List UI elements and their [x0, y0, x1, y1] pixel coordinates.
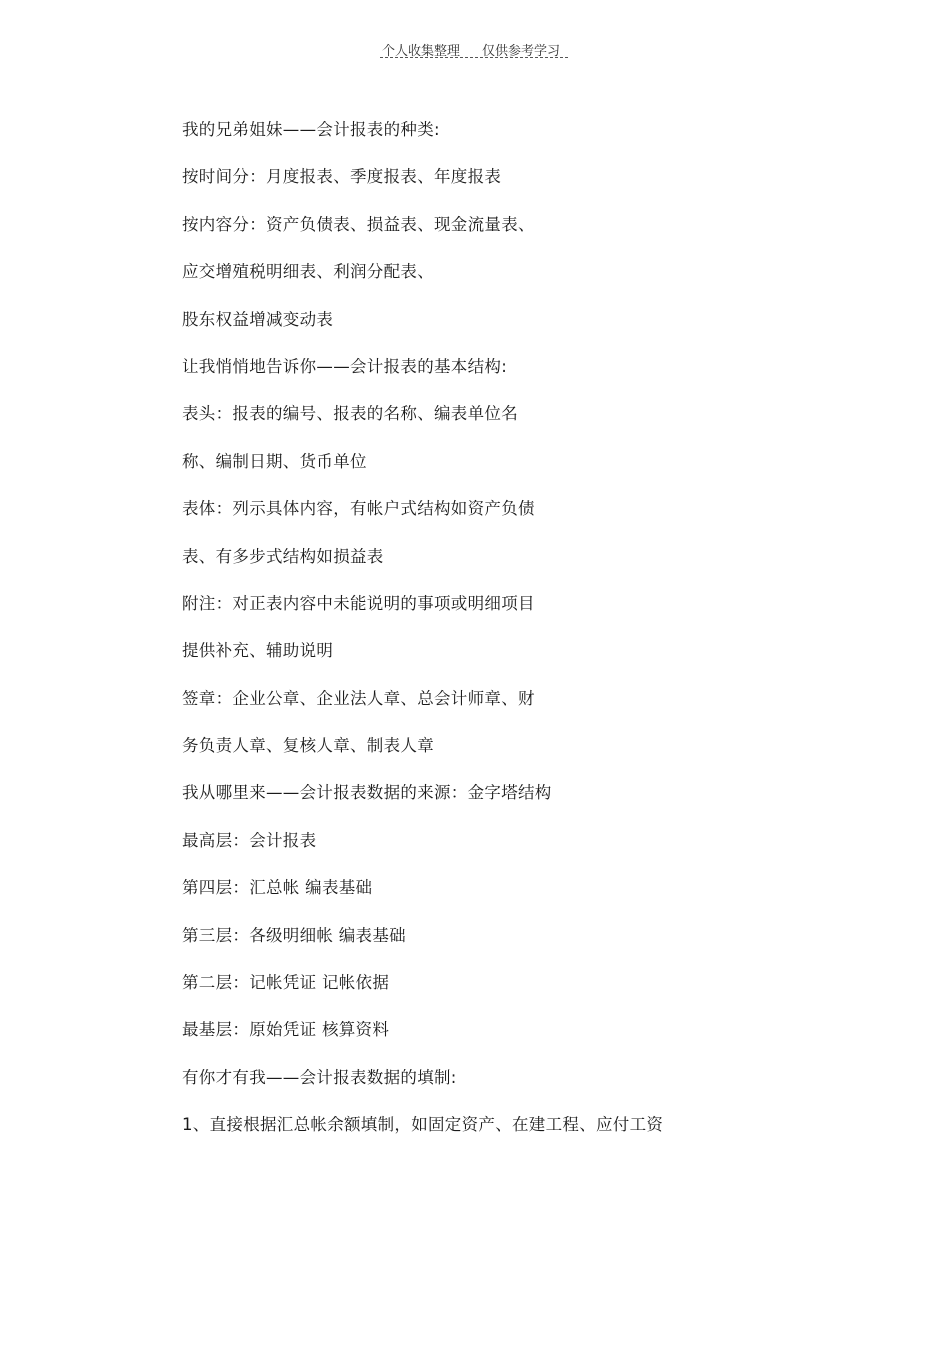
section-heading-structure: 让我悄悄地告诉你——会计报表的基本结构: — [182, 356, 508, 376]
text-line: 表、有多步式结构如损益表 — [182, 546, 384, 566]
page-header — [380, 40, 568, 60]
text-line: 最基层：原始凭证 核算资料 — [182, 1020, 390, 1040]
header-left-text: 个人收集整理 — [382, 44, 461, 59]
header-right-text: 仅供参考学习 — [482, 44, 561, 59]
text-line: 按内容分：资产负债表、损益表、现金流量表、 — [182, 214, 535, 234]
text-line: 签章：企业公章、企业法人章、总会计师章、财 — [182, 688, 535, 708]
text-line: 第四层：汇总帐 编表基础 — [182, 878, 373, 898]
text-line: 按时间分：月度报表、季度报表、年度报表 — [182, 167, 502, 187]
header-dashed-underline — [380, 57, 568, 58]
text-line: 第二层：记帐凭证 记帐依据 — [182, 973, 390, 993]
document-body — [182, 116, 902, 1159]
text-line: 1、直接根据汇总帐余额填制，如固定资产、在建工程、应付工资 — [182, 1115, 664, 1135]
text-line: 提供补充、辅助说明 — [182, 641, 334, 661]
section-heading-filling: 有你才有我——会计报表数据的填制: — [182, 1067, 457, 1087]
text-line: 第三层：各级明细帐 编表基础 — [182, 925, 406, 945]
text-line: 最高层：会计报表 — [182, 830, 317, 850]
text-line: 务负责人章、复核人章、制表人章 — [182, 736, 434, 756]
section-heading-source: 我从哪里来——会计报表数据的来源：金字塔结构 — [182, 783, 552, 803]
text-line: 表头：报表的编号、报表的名称、编表单位名 — [182, 404, 518, 424]
text-line: 应交增殖税明细表、利润分配表、 — [182, 262, 434, 282]
text-line: 股东权益增减变动表 — [182, 309, 334, 329]
text-line: 附注：对正表内容中未能说明的事项或明细项目 — [182, 593, 535, 613]
section-heading-types: 我的兄弟姐妹——会计报表的种类: — [182, 120, 440, 139]
text-line: 称、编制日期、货币单位 — [182, 451, 367, 471]
text-line: 表体：列示具体内容，有帐户式结构如资产负债 — [182, 499, 535, 519]
